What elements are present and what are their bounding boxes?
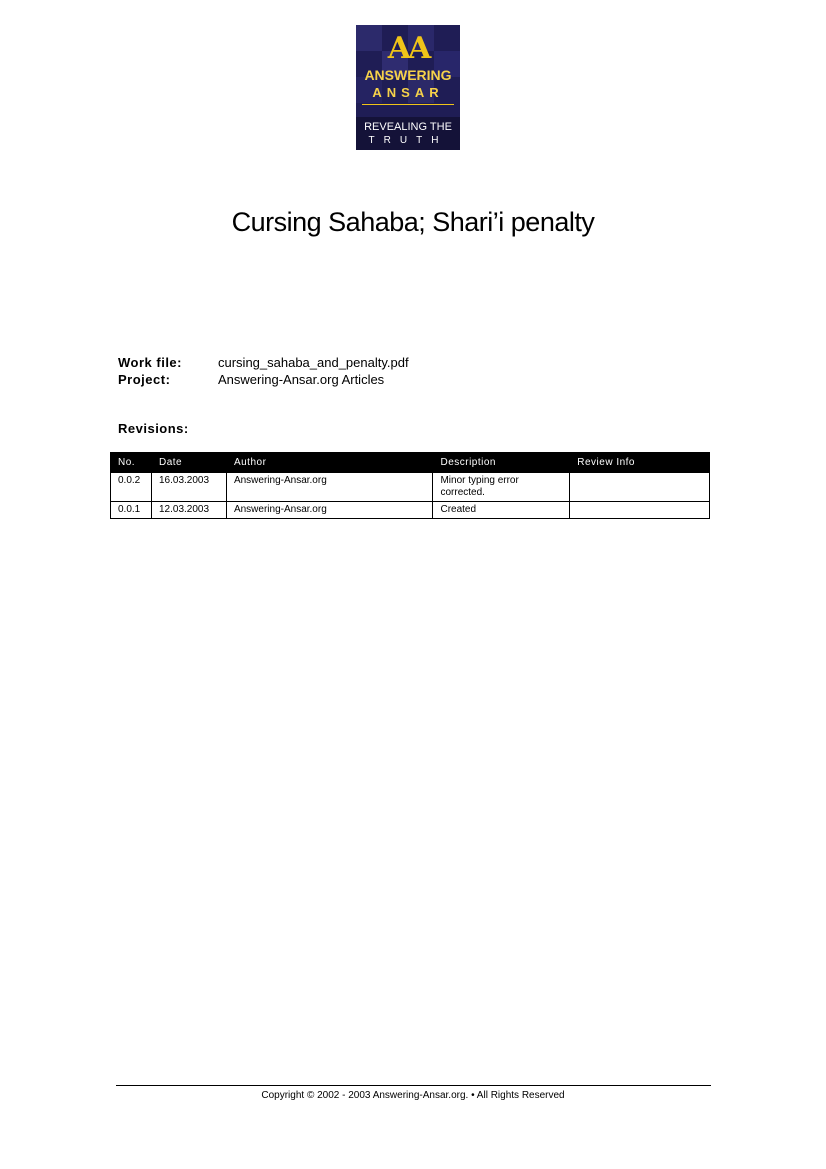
column-header-author: Author: [226, 453, 433, 473]
document-title: Cursing Sahaba; Shari’i penalty: [231, 207, 595, 237]
footer-divider: [116, 1085, 711, 1086]
cell-author: Answering-Ansar.org: [226, 502, 433, 519]
column-header-date: Date: [151, 453, 226, 473]
work-file-value: cursing_sahaba_and_penalty.pdf: [218, 355, 409, 370]
project-label: Project:: [118, 372, 171, 387]
table-row: [111, 502, 710, 519]
logo-line-revealing: REVEALING THE: [364, 121, 452, 133]
cell-review-info: [570, 473, 710, 502]
logo-line-truth: TRUTH: [368, 135, 448, 146]
logo-line-answering: ANSWERING: [364, 67, 452, 83]
project-value: Answering-Ansar.org Articles: [218, 372, 385, 387]
cell-description: Minor typing error corrected.: [433, 473, 570, 502]
cell-review-info: [570, 502, 710, 519]
column-header-review-info: Review Info: [570, 453, 710, 473]
revisions-heading: Revisions:: [118, 421, 189, 436]
work-file-label: Work file:: [118, 355, 182, 370]
cell-date: 16.03.2003: [151, 473, 226, 502]
cell-no: 0.0.2: [111, 473, 152, 502]
logo-line-ansar: ANSAR: [372, 85, 444, 100]
cell-description: Created: [433, 502, 570, 519]
footer-copyright: Copyright © 2002 - 2003 Answering-Ansar.org. • All Rights Reserved: [261, 1090, 565, 1101]
table-row: [111, 473, 710, 502]
cell-date: 12.03.2003: [151, 502, 226, 519]
logo-mark: AA: [387, 31, 429, 66]
revisions-table: [110, 452, 710, 519]
column-header-description: Description: [433, 453, 570, 473]
answering-ansar-logo: [356, 25, 460, 150]
cell-author: Answering-Ansar.org: [226, 473, 433, 502]
column-header-no: No.: [111, 453, 152, 473]
cell-no: 0.0.1: [111, 502, 152, 519]
revisions-header-row: [111, 453, 710, 473]
